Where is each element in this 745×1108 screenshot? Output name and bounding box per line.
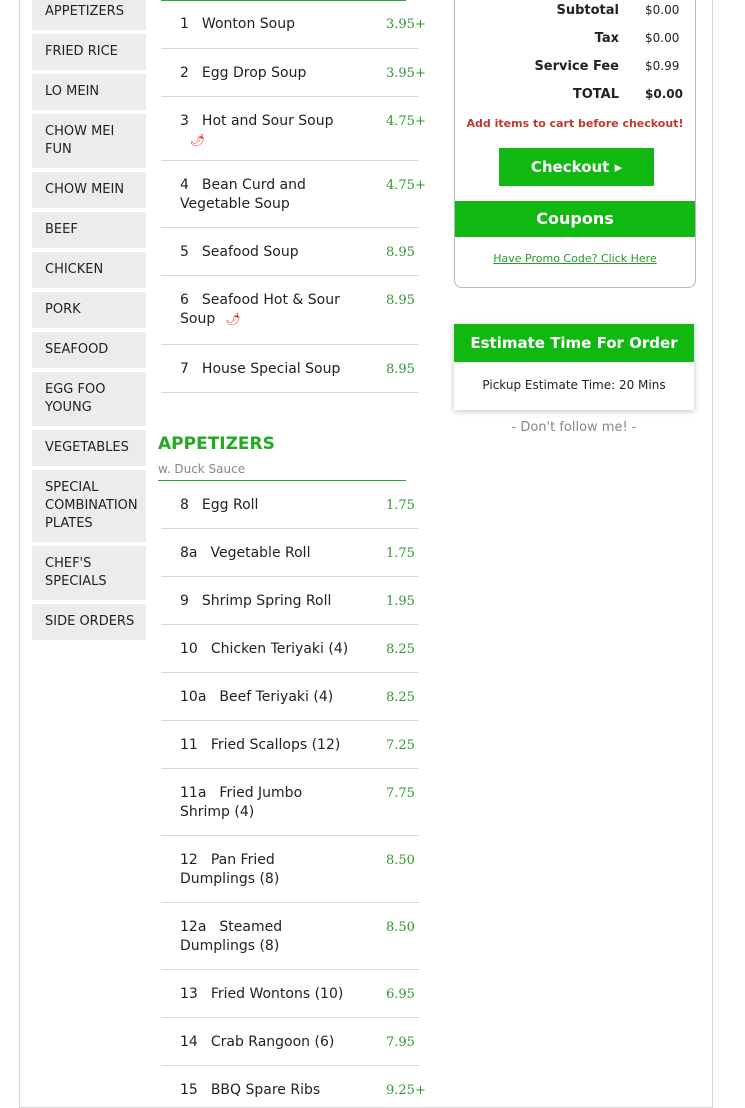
item-price: 8.50 (386, 853, 415, 868)
item-name: 4 Bean Curd and Vegetable Soup (180, 177, 306, 212)
menu-item[interactable] (161, 481, 419, 529)
menu-item[interactable] (161, 345, 419, 393)
total-label: TOTAL (572, 87, 619, 102)
item-price: 8.95 (386, 293, 415, 308)
menu-item[interactable] (161, 1, 426, 49)
item-name: 2 Egg Drop Soup (180, 65, 307, 81)
subtotal-label: Subtotal (556, 3, 619, 18)
coupons-header: Coupons (455, 201, 695, 237)
pickup-estimate-text: Pickup Estimate Time: 20 Mins (482, 378, 666, 392)
menu-item[interactable] (161, 836, 419, 903)
item-name: 3 Hot and Sour Soup 🌶 (180, 113, 334, 147)
item-price: 9.25+ (386, 1083, 426, 1098)
sidebar-item-chicken[interactable]: CHICKEN (32, 252, 146, 288)
sidebar-item-side-orders[interactable]: SIDE ORDERS (32, 604, 146, 640)
sidebar-item-fried-rice[interactable]: FRIED RICE (32, 34, 146, 70)
menu-item[interactable] (161, 769, 419, 836)
item-name: 13 Fried Wontons (10) (180, 986, 344, 1002)
item-price: 7.25 (386, 738, 415, 753)
item-price: 8.25 (386, 690, 415, 705)
sidebar-item-egg-foo-young[interactable]: EGG FOO YOUNG (32, 372, 146, 426)
menu-item[interactable] (161, 97, 426, 161)
item-name: 14 Crab Rangoon (6) (180, 1034, 335, 1050)
item-name: 15 BBQ Spare Ribs (180, 1082, 321, 1098)
sidebar-item-chow-mein[interactable]: CHOW MEIN (32, 172, 146, 208)
menu-item[interactable] (161, 49, 426, 97)
menu-item[interactable] (161, 276, 419, 345)
subtotal-value: $0.00 (645, 3, 680, 17)
section-subtitle: w. Duck Sauce (158, 462, 246, 476)
item-price: 8.95 (386, 362, 415, 377)
cart-warning: Add items to cart before checkout! (466, 117, 684, 130)
item-price: 8.50 (386, 920, 415, 935)
estimate-time-panel (454, 324, 694, 410)
menu-item[interactable] (161, 1066, 426, 1098)
sidebar-item-lo-mein[interactable]: LO MEIN (32, 74, 146, 110)
item-price: 3.95+ (386, 66, 426, 81)
item-price: 8.95 (386, 245, 415, 260)
item-name: 8 Egg Roll (180, 497, 259, 513)
sidebar-item-chefs-specials[interactable]: CHEF'S SPECIALS (32, 546, 146, 600)
menu-item[interactable] (161, 161, 426, 228)
checkout-button[interactable]: Checkout ▸ (499, 148, 654, 186)
chili-pepper-icon: 🌶 (190, 133, 206, 147)
item-name: 11 Fried Scallops (12) (180, 737, 341, 753)
item-name: 8a Vegetable Roll (180, 545, 311, 561)
item-price: 4.75+ (386, 114, 426, 129)
sidebar-item-chow-mei-fun[interactable]: CHOW MEI FUN (32, 114, 146, 168)
service-fee-value: $0.99 (645, 59, 680, 73)
item-name: 5 Seafood Soup (180, 244, 299, 260)
promo-code-link[interactable]: Have Promo Code? Click Here (493, 252, 657, 265)
item-name: 9 Shrimp Spring Roll (180, 593, 332, 609)
menu-item[interactable] (161, 673, 419, 721)
tax-value: $0.00 (645, 31, 680, 45)
sidebar-item-appetizers[interactable]: APPETIZERS (32, 0, 146, 30)
section-title: APPETIZERS (158, 434, 275, 454)
item-name: 7 House Special Soup (180, 361, 341, 377)
item-price: 1.75 (386, 546, 415, 561)
menu-item[interactable] (161, 970, 419, 1018)
service-fee-label: Service Fee (534, 59, 619, 74)
tax-label: Tax (594, 31, 619, 46)
item-price: 1.95 (386, 594, 415, 609)
menu-item[interactable] (161, 577, 419, 625)
footer-note: - Don't follow me! - (511, 420, 637, 435)
menu-item[interactable] (161, 903, 419, 970)
item-price: 7.75 (386, 786, 415, 801)
item-name: 12 Pan Fried Dumplings (8) (180, 852, 280, 887)
item-price: 8.25 (386, 642, 415, 657)
total-value: $0.00 (645, 87, 683, 101)
item-price: 7.95 (386, 1035, 415, 1050)
sidebar-item-special-combination-plates[interactable]: SPECIAL COMBINATION PLATES (32, 470, 146, 542)
item-price: 3.95+ (386, 17, 426, 32)
menu-item[interactable] (161, 721, 419, 769)
sidebar-item-pork[interactable]: PORK (32, 292, 146, 328)
estimate-title: Estimate Time For Order (454, 324, 694, 362)
menu-item[interactable] (161, 1018, 419, 1066)
item-name: 6 Seafood Hot & Sour Soup 🌶 (180, 292, 340, 327)
item-price: 6.95 (386, 987, 415, 1002)
item-name: 1 Wonton Soup (180, 16, 295, 32)
sidebar-item-beef[interactable]: BEEF (32, 212, 146, 248)
category-sidebar (32, 0, 146, 644)
sidebar-item-vegetables[interactable]: VEGETABLES (32, 430, 146, 466)
item-name: 11a Fried Jumbo Shrimp (4) (180, 785, 303, 820)
item-name: 12a Steamed Dumplings (8) (180, 919, 283, 954)
item-name: 10 Chicken Teriyaki (4) (180, 641, 349, 657)
item-name: 10a Beef Teriyaki (4) (180, 689, 334, 705)
sidebar-item-seafood[interactable]: SEAFOOD (32, 332, 146, 368)
menu-item[interactable] (161, 529, 419, 577)
menu-item[interactable] (161, 625, 419, 673)
chili-pepper-icon: 🌶 (225, 312, 241, 326)
item-price: 1.75 (386, 498, 415, 513)
menu-item[interactable] (161, 228, 419, 276)
cart-panel (454, 0, 696, 288)
item-price: 4.75+ (386, 178, 426, 193)
